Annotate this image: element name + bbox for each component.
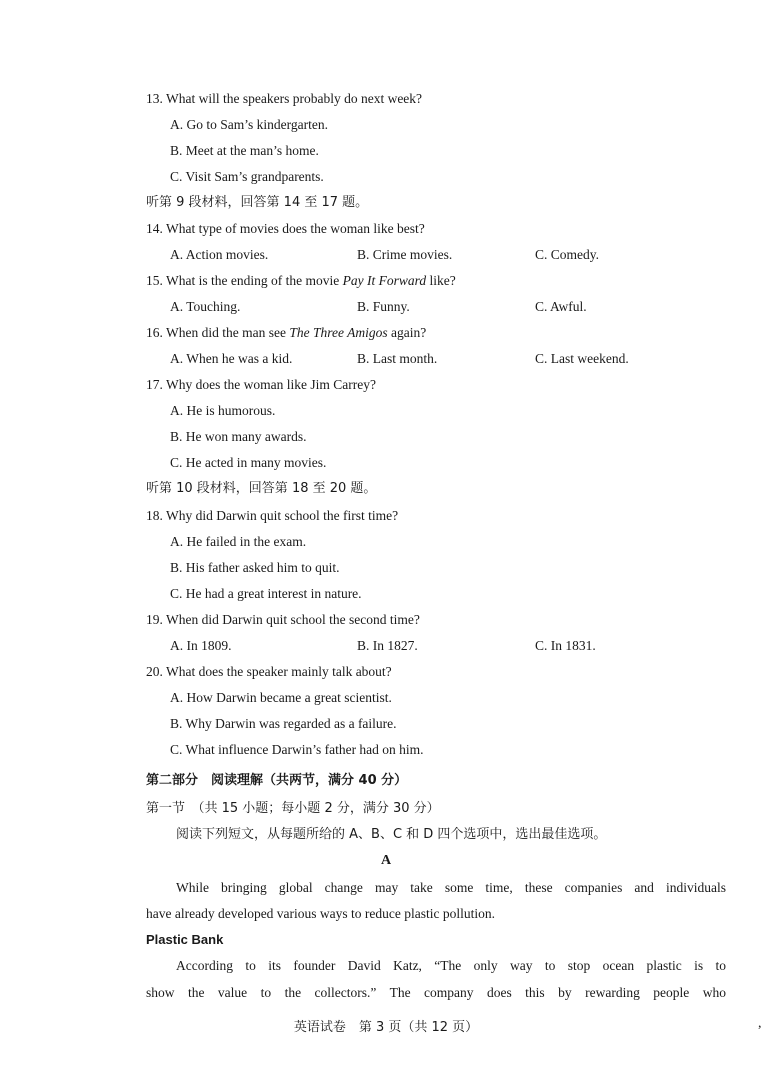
question-16-option-a: A. When he was a kid. <box>170 351 293 366</box>
question-13-option-a: A. Go to Sam’s kindergarten. <box>170 117 328 132</box>
question-20-option-b: B. Why Darwin was regarded as a failure. <box>170 716 397 731</box>
section-heading: Plastic Bank <box>146 932 224 947</box>
question-18-option-a: A. He failed in the exam. <box>170 534 307 549</box>
question-13-stem: 13. What will the speakers probably do next week? <box>146 91 423 106</box>
section-1-heading: 第一节 （共 15 小题；每小题 2 分，满分 30 分） <box>146 801 440 816</box>
question-18-option-b: B. His father asked him to quit. <box>170 560 340 575</box>
question-18-stem: 18. Why did Darwin quit school the first time? <box>146 508 399 523</box>
question-16-stem <box>146 324 426 342</box>
part-2-heading: 第二部分 阅读理解（共两节，满分 40 分） <box>146 773 408 788</box>
question-15-stem <box>146 272 456 290</box>
question-16-option-c: C. Last weekend. <box>535 351 629 366</box>
question-14-option-a: A. Action movies. <box>170 247 269 262</box>
question-19-option-b: B. In 1827. <box>357 638 418 653</box>
paragraph-1-line-2: have already developed various ways to reduce plastic pollution. <box>146 906 496 921</box>
question-14-stem: 14. What type of movies does the woman like best? <box>146 221 425 236</box>
passage-label: A <box>380 853 392 868</box>
question-15-option-c: C. Awful. <box>535 299 587 314</box>
question-15-option-b: B. Funny. <box>357 299 410 314</box>
question-16-stem-text: 16. When did the man see <box>146 325 290 340</box>
question-15-stem-end: like? <box>426 273 456 288</box>
corner-mark: , <box>758 1016 762 1031</box>
question-19-stem: 19. When did Darwin quit school the second time? <box>146 612 420 627</box>
question-17-option-a: A. He is humorous. <box>170 403 276 418</box>
question-19-option-a: A. In 1809. <box>170 638 232 653</box>
question-20-option-a: A. How Darwin became a great scientist. <box>170 690 392 705</box>
question-17-stem: 17. Why does the woman like Jim Carrey? <box>146 377 376 392</box>
question-16-stem-end: again? <box>387 325 427 340</box>
question-16-option-b: B. Last month. <box>357 351 438 366</box>
section-9-instruction: 听第 9 段材料，回答第 14 至 17 题。 <box>146 195 369 210</box>
paragraph-1-line-1: While bringing global change may take some time, these companies and individuals <box>176 880 726 895</box>
question-20-option-c: C. What influence Darwin’s father had on him. <box>170 742 424 757</box>
movie-title: The Three Amigos <box>289 325 388 340</box>
paragraph-2-line-2: show the value to the collectors.” The company does this by rewarding people who <box>146 985 726 1000</box>
question-13-option-b: B. Meet at the man’s home. <box>170 143 319 158</box>
page-footer: 英语试卷 第 3 页（共 12 页） <box>293 1020 479 1035</box>
question-17-option-c: C. He acted in many movies. <box>170 455 327 470</box>
reading-instruction: 阅读下列短文，从每题所给的 A、B、C 和 D 四个选项中，选出最佳选项。 <box>176 827 607 842</box>
section-10-instruction: 听第 10 段材料，回答第 18 至 20 题。 <box>146 481 377 496</box>
question-14-option-b: B. Crime movies. <box>357 247 453 262</box>
paragraph-2-line-1: According to its founder David Katz, “The only way to stop ocean plastic is to <box>176 958 726 973</box>
question-15-option-a: A. Touching. <box>170 299 241 314</box>
question-17-option-b: B. He won many awards. <box>170 429 307 444</box>
question-18-option-c: C. He had a great interest in nature. <box>170 586 362 601</box>
question-19-option-c: C. In 1831. <box>535 638 596 653</box>
question-13-option-c: C. Visit Sam’s grandparents. <box>170 169 324 184</box>
question-20-stem: 20. What does the speaker mainly talk about? <box>146 664 392 679</box>
question-14-option-c: C. Comedy. <box>535 247 599 262</box>
question-15-stem-text: 15. What is the ending of the movie <box>146 273 343 288</box>
movie-title: Pay It Forward <box>342 273 427 288</box>
